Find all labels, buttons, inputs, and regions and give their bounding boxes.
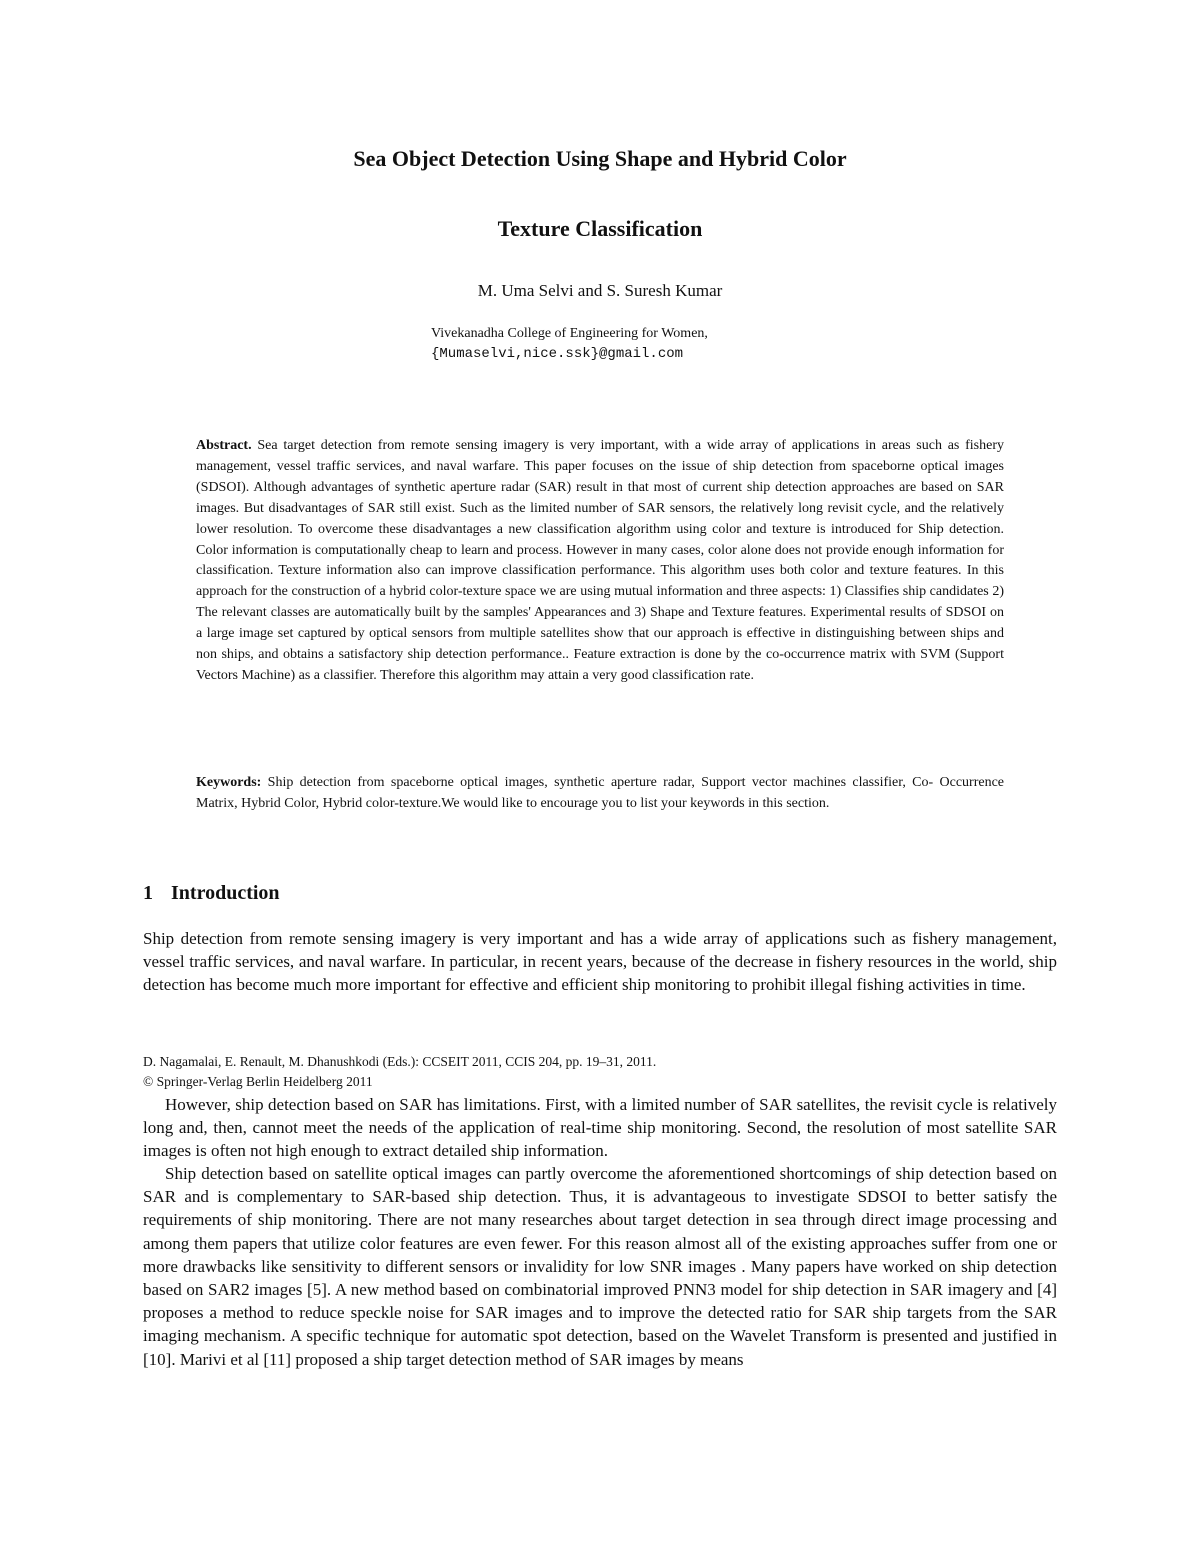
paper-title-line-2: Texture Classification — [497, 216, 703, 241]
footnote-citation: D. Nagamalai, E. Renault, M. Dhanushkodi (Eds.): CCSEIT 2011, CCIS 204, pp. 19–31, 2011. — [143, 1054, 657, 1069]
affiliation: Vivekanadha College of Engineering for Women, — [431, 326, 708, 341]
author-affiliation-block — [431, 324, 708, 364]
keywords-label: Keywords: — [196, 775, 262, 790]
abstract-label: Abstract. — [196, 438, 252, 453]
author-email: {Mumaselvi,nice.ssk}@gmail.com — [431, 346, 684, 362]
footnote — [143, 1052, 656, 1092]
section-heading-introduction — [143, 882, 280, 905]
intro-paragraph-1: Ship detection from remote sensing imagery is very important and has a wide array of applications such as fishery management, vessel traffic services, and naval warfare. In particular, in recent years, because of the decrease in fishery resources in the world, ship detection has become much more important for effective and efficient ship monitoring to prohibit illegal fishing activities in time. — [143, 929, 1057, 995]
paper-title-line-1: Sea Object Detection Using Shape and Hybrid Color — [353, 146, 847, 171]
footnote-copyright: © Springer-Verlag Berlin Heidelberg 2011 — [143, 1074, 373, 1089]
keywords-text: Ship detection from spaceborne optical images, synthetic aperture radar, Support vector machines classifier, Co- Occurrence Matrix, Hybrid Color, Hybrid color-texture.We would like to encourage you to list your keywords in this section. — [196, 775, 1005, 811]
intro-paragraph-2: However, ship detection based on SAR has limitations. First, with a limited number of SAR satellites, the revisit cycle is relatively long and, then, cannot meet the needs of the application of real-time ship monitoring. Second, the resolution of most satellite SAR images is often not high enough to extract detailed ship information. — [143, 1095, 1057, 1161]
keywords — [196, 772, 1004, 814]
section-number: 1 — [143, 882, 153, 904]
abstract-text: Sea target detection from remote sensing imagery is very important, with a wide array of applications in areas such as fishery management, vessel traffic services, and naval warfare. This paper focuses on the issue of ship detection from spaceborne optical images (SDSOI). Although advantages of synthetic aperture radar (SAR) result in that most of current ship detection approaches are based on SAR images. But disadvantages of SAR still exist. Such as the limited number of SAR sensors, the relatively long revisit cycle, and the relatively lower resolution. To overcome these disadvantages a new classification algorithm using color and texture is introduced for Ship detection. Color information is computationally cheap to learn and process. However in many cases, color alone does not provide enough information for classification. Texture information also can improve classification performance. This algorithm uses both color and texture features. In this approach for the construction of a hybrid color-texture space we are using mutual information and three aspects: 1) Classifies ship candidates 2) The relevant classes are automatically built by the samples' Appearances and 3) Shape and Texture features. Experimental results of SDSOI on a large image set captured by optical sensors from multiple satellites show that our approach is effective in distinguishing between ships and non ships, and obtains a satisfactory ship detection performance.. Feature extraction is done by the co-occurrence matrix with SVM (Support Vectors Machine) as a classifier. Therefore this algorithm may attain a very good classification rate. — [196, 438, 1005, 683]
section-title: Introduction — [171, 882, 280, 904]
paper-authors: M. Uma Selvi and S. Suresh Kumar — [477, 281, 723, 300]
intro-paragraph-3: Ship detection based on satellite optical images can partly overcome the aforementioned shortcomings of ship detection based on SAR and is complementary to SAR-based ship detection. Thus, it is advantageous to investigate SDSOI to better satisfy the requirements of ship monitoring. There are not many researches about target detection in sea through direct image processing and among them papers that utilize color features are even fewer. For this reason almost all of the existing approaches suffer from one or more drawbacks like sensitivity to different sensors or invalidity for low SNR images . Many papers have worked on ship detection based on SAR2 images [5]. A new method based on combinatorial improved PNN3 model for ship detection in SAR imagery and [4] proposes a method to reduce speckle noise for SAR images and to improve the detected ratio for SAR ship targets from the SAR imaging mechanism. A specific technique for automatic spot detection, based on the Wavelet Transform is presented and justified in [10]. Marivi et al [11] proposed a ship target detection method of SAR images by means — [143, 1164, 1057, 1369]
abstract — [196, 436, 1004, 687]
